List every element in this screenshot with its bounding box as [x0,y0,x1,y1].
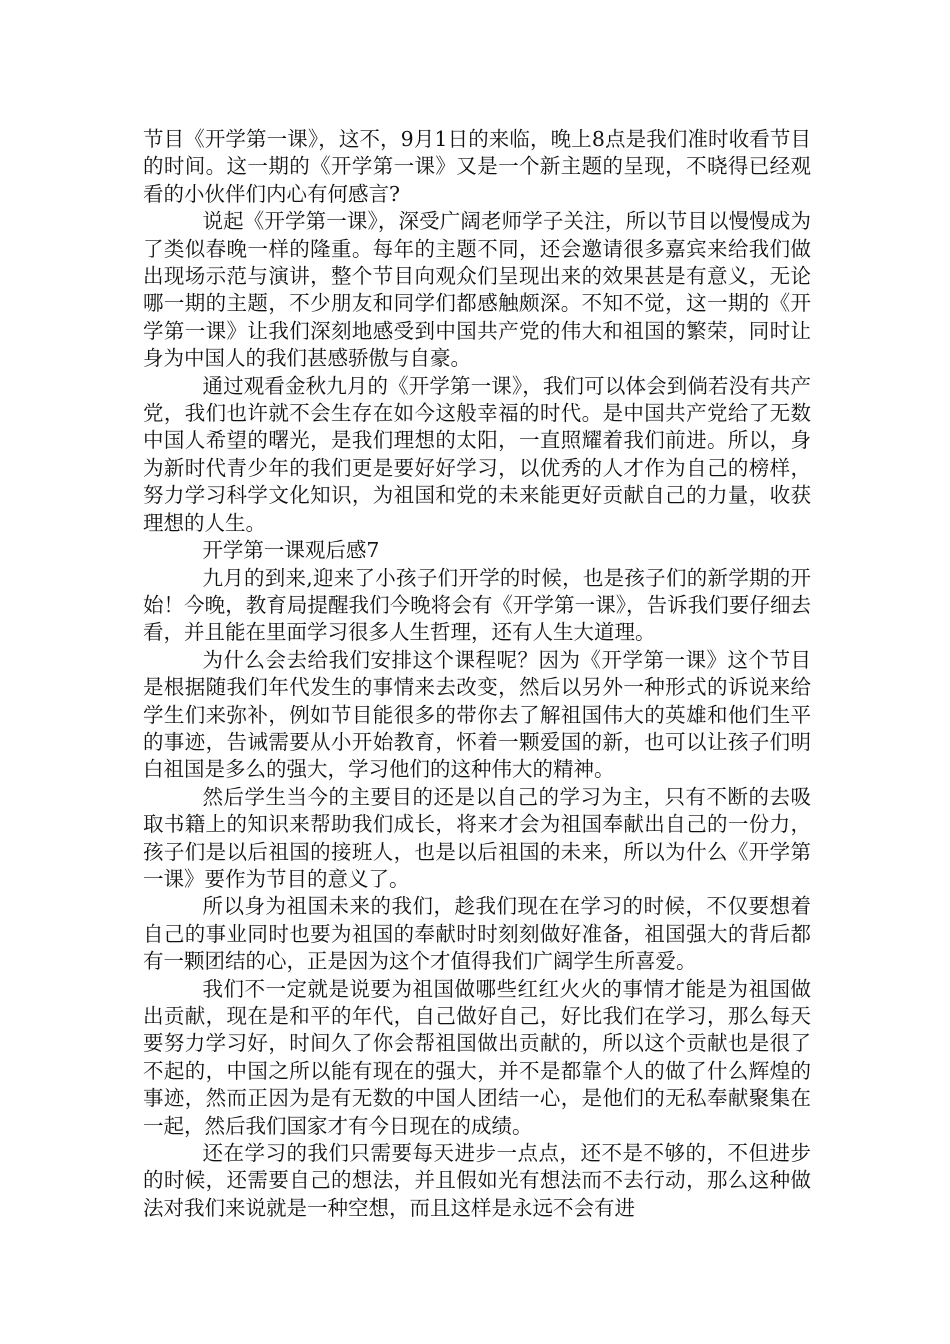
paragraph-party-reflection: 通过观看金秋九月的《开学第一课》，我们可以体会到倘若没有共产党，我们也许就不会生存在如今这般幸福的时代。是中国共产党给了无数中国人希望的曙光，是我们理想的太阳，一直照耀着我们前进。所以，身为新时代青少年的我们更是要好好学习，以优秀的人才作为自己的榜样，努力学习科学文化知识，为祖国和党的未来能更好贡献自己的力量，收获理想的人生。 [143,373,811,535]
paragraph-intro-continuation: 节目《开学第一课》，这不，9月1日的来临，晚上8点是我们准时收看节目的时间。这一期的《开学第一课》又是一个新主题的呈现，不晓得已经观看的小伙伴们内心有何感言? [143,127,811,206]
paragraph-daily-progress: 还在学习的我们只需要每天进步一点点，还不是不够的，不但进步的时候，还需要自己的想法，并且假如光有想法而不去行动，那么这种做法对我们来说就是一种空想，而且这样是永远不会有进 [143,1141,811,1220]
paragraph-future-of-country: 所以身为祖国未来的我们，趁我们现在在学习的时候，不仅要想着自己的事业同时也要为祖国的奉献时时刻刻做好准备，祖国强大的背后都有一颗团结的心，正是因为这个才值得我们广阔学生所喜爱。 [143,894,811,974]
paragraph-contribution: 我们不一定就是说要为祖国做哪些红红火火的事情才能是为祖国做出贡献，现在是和平的年代，自己做好自己，好比我们在学习，那么每天要努力学习好，时间久了你会帮祖国做出贡献的，所以这个贡献也是很了不起的，中国之所以能有现在的强大，并不是都靠个人的做了什么辉煌的事迹，然而正因为是有无数的中国人团结一心，是他们的无私奉献聚集在一起，然后我们国家才有今日现在的成绩。 [143,976,811,1138]
section-heading: 开学第一课观后感7 [202,538,380,563]
paragraph-why-course: 为什么会去给我们安排这个课程呢？因为《开学第一课》这个节目是根据随我们年代发生的事情来去改变，然后以另外一种形式的诉说来给学生们来弥补，例如节目能很多的带你去了解祖国伟大的英雄和他们生平的事迹，告诫需要从小开始教育，怀着一颗爱国的新，也可以让孩子们明白祖国是多么的强大，学习他们的这种伟大的精神。 [143,647,811,782]
document-body [143,126,811,1222]
paragraph-program-description: 说起《开学第一课》，深受广阔老师学子关注，所以节目以慢慢成为了类似春晚一样的隆重。每年的主题不同，还会邀请很多嘉宾来给我们做出现场示范与演讲，整个节目向观众们呈现出来的效果甚是有意义，无论哪一期的主题，不少朋友和同学们都感触颇深。不知不觉，这一期的《开学第一课》让我们深刻地感受到中国共产党的伟大和祖国的繁荣，同时让身为中国人的我们甚感骄傲与自豪。 [143,209,811,371]
paragraph-september-arrival: 九月的到来,迎来了小孩子们开学的时候，也是孩子们的新学期的开始！今晚，教育局提醒我们今晚将会有《开学第一课》，告诉我们要仔细去看，并且能在里面学习很多人生哲理，还有人生大道理。 [143,565,811,645]
paragraph-study-purpose: 然后学生当今的主要目的还是以自己的学习为主，只有不断的去吸取书籍上的知识来帮助我们成长，将来才会为祖国奉献出自己的一份力，孩子们是以后祖国的接班人，也是以后祖国的未来，所以为什么《开学第一课》要作为节目的意义了。 [143,784,811,891]
